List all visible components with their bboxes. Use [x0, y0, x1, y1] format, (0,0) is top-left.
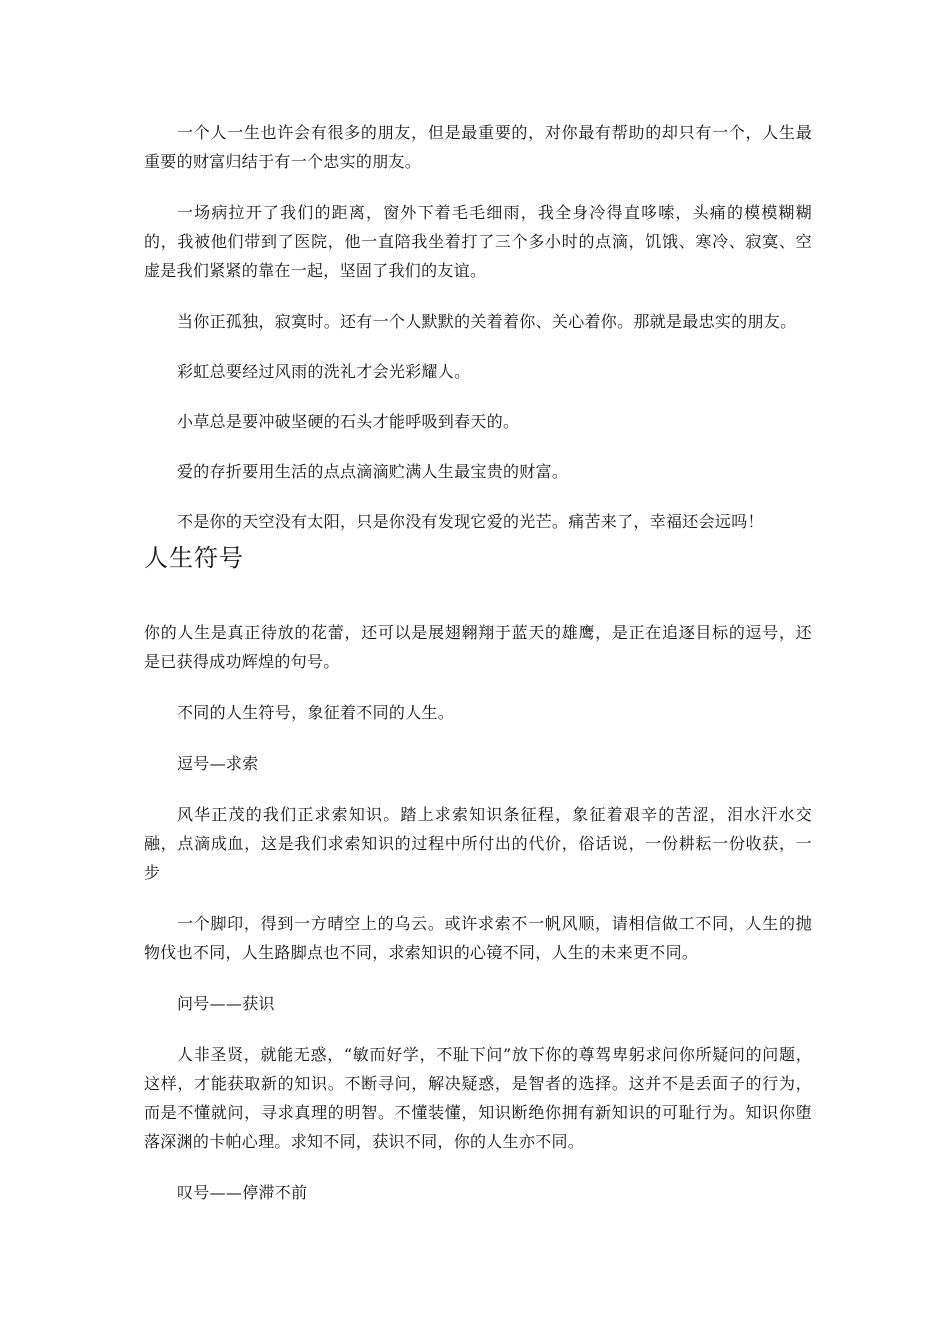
paragraph-illness-story: 一场病拉开了我们的距离，窗外下着毛毛细雨，我全身冷得直哆嗦，头痛的模模糊糊的，我被他们带到了医院，他一直陪我坐着打了三个多小时的点滴，饥饿、寒冷、寂寞、空虚是我们紧紧的靠在一起，坚固了我们的友谊。	[144, 203, 812, 280]
paragraph-comma-1: 风华正茂的我们正求索知识。踏上求索知识条征程，象征着艰辛的苦涩，泪水汗水交融，点滴成血，这是我们求索知识的过程中所付出的代价，俗话说，一份耕耘一份收获，一步	[144, 805, 812, 882]
subheading-comma: 逗号—求索	[177, 754, 259, 773]
paragraph-life-intro: 你的人生是真正待放的花蕾，还可以是展翅翱翔于蓝天的雄鹰，是正在追逐目标的逗号，还是已获得成功辉煌的句号。	[144, 623, 812, 671]
paragraph-question: 人非圣贤，就能无惑，“敏而好学，不耻下问”放下你的尊驾卑躬求问你所疑问的问题，这样，才能获取新的知识。不断寻问，解决疑惑，是智者的选择。这并不是丢面子的行为，而是不懂就问，寻求真理的明智。不懂装懂，知识断绝你拥有新知识的可耻行为。知识你堕落深渊的卡帕心理。求知不同，获识不同，你的人生亦不同。	[144, 1045, 812, 1151]
paragraph-comma-2: 一个脚印，得到一方晴空上的乌云。或许求索不一帆风顺，请相信做工不同，人生的抛物伐也不同，人生路脚点也不同，求索知识的心镜不同，人生的未来更不同。	[144, 914, 812, 962]
paragraph-symbols: 不同的人生符号，象征着不同的人生。	[177, 703, 455, 722]
document-page	[144, 118, 812, 1207]
section-title: 人生符号	[144, 544, 244, 572]
subheading-question: 问号——获识	[177, 994, 275, 1013]
paragraph-friend-intro: 一个人一生也许会有很多的朋友，但是最重要的，对你最有帮助的却只有一个，人生最重要的财富归结于有一个忠实的朋友。	[144, 123, 812, 171]
paragraph-love-savings: 爱的存折要用生活的点点滴滴贮满人生最宝贵的财富。	[177, 462, 569, 481]
paragraph-sky-sun: 不是你的天空没有太阳，只是你没有发现它爱的光芒。痛苦来了，幸福还会远吗！	[177, 512, 764, 531]
paragraph-rainbow: 彩虹总要经过风雨的洗礼才会光彩耀人。	[177, 362, 471, 381]
paragraph-grass: 小草总是要冲破坚硬的石头才能呼吸到春天的。	[177, 412, 520, 431]
paragraph-loyal-friend: 当你正孤独，寂寞时。还有一个人默默的关着着你、关心着你。那就是最忠实的朋友。	[177, 312, 797, 331]
subheading-exclaim: 叹号——停滞不前	[177, 1183, 308, 1202]
